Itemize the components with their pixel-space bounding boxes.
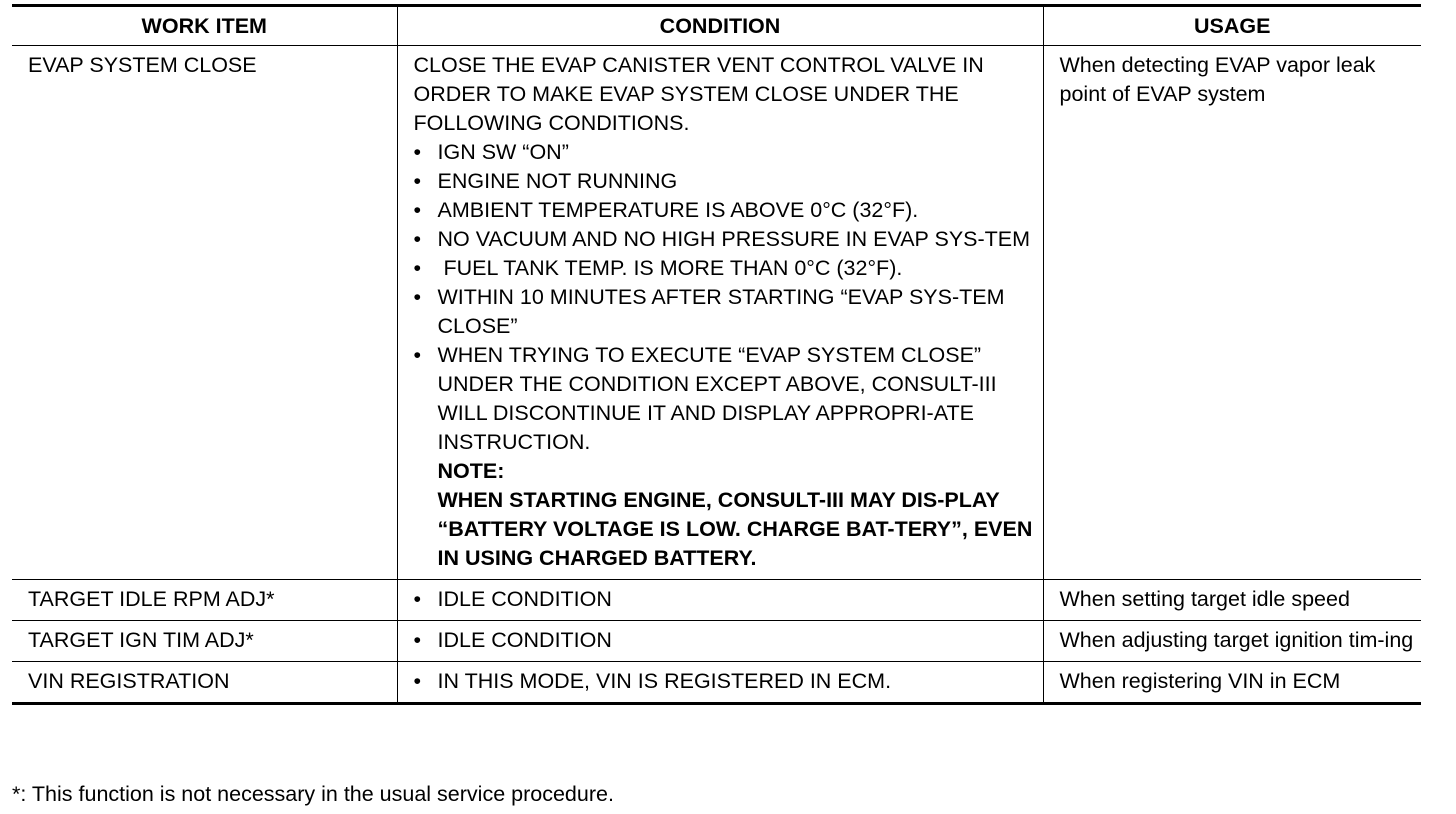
condition-cell	[397, 580, 1043, 621]
bullet: •	[413, 285, 422, 309]
condition-intro: CLOSE THE EVAP CANISTER VENT CONTROL VALVE IN ORDER TO MAKE EVAP SYSTEM CLOSE UNDER THE FOLLOWING CONDITIONS.	[413, 53, 984, 135]
condition-list	[414, 626, 1039, 655]
header-condition: CONDITION	[397, 6, 1043, 46]
condition-text: AMBIENT TEMPERATURE IS ABOVE 0°C (32°F).	[437, 198, 919, 222]
note-title: NOTE:	[437, 459, 505, 483]
list-item	[414, 254, 1039, 283]
work-item-cell: EVAP SYSTEM CLOSE	[12, 46, 397, 580]
header-row	[12, 6, 1421, 46]
list-item	[414, 585, 1039, 614]
work-item-cell: TARGET IGN TIM ADJ*	[12, 621, 397, 662]
table-row	[12, 662, 1421, 704]
footnote: *: This function is not necessary in the usual service procedure.	[12, 782, 614, 806]
work-item-cell: TARGET IDLE RPM ADJ*	[12, 580, 397, 621]
condition-text: IDLE CONDITION	[437, 587, 612, 611]
condition-cell	[397, 621, 1043, 662]
condition-text: IGN SW “ON”	[437, 140, 569, 164]
bullet: •	[413, 227, 422, 251]
bullet: •	[413, 140, 422, 164]
note-text: WHEN STARTING ENGINE, CONSULT-III MAY DIS-PLAY “BATTERY VOLTAGE IS LOW. CHARGE BAT-TERY”, EVEN IN USING CHARGED BATTERY.	[437, 488, 1033, 570]
usage-cell: When detecting EVAP vapor leak point of EVAP system	[1043, 46, 1421, 580]
bullet: •	[413, 587, 422, 611]
condition-text: WHEN TRYING TO EXECUTE “EVAP SYSTEM CLOSE” UNDER THE CONDITION EXCEPT ABOVE, CONSULT-III WILL DISCONTINUE IT AND DISPLAY APPROPRI-ATE INSTRUCTION.	[437, 343, 997, 454]
condition-list	[414, 138, 1039, 573]
usage-cell: When adjusting target ignition tim-ing	[1043, 621, 1421, 662]
bullet: •	[413, 256, 422, 280]
table-row	[12, 46, 1421, 580]
condition-text: IN THIS MODE, VIN IS REGISTERED IN ECM.	[437, 669, 892, 693]
table-row	[12, 580, 1421, 621]
condition-cell	[397, 662, 1043, 704]
list-item	[414, 225, 1039, 254]
bullet: •	[413, 169, 422, 193]
list-item	[414, 196, 1039, 225]
list-item	[414, 283, 1039, 341]
condition-text: WITHIN 10 MINUTES AFTER STARTING “EVAP SYS-TEM CLOSE”	[437, 285, 1005, 338]
condition-cell	[397, 46, 1043, 580]
list-item	[414, 138, 1039, 167]
condition-list	[414, 667, 1039, 696]
bullet: •	[413, 343, 422, 367]
work-support-table	[12, 4, 1421, 705]
usage-cell: When setting target idle speed	[1043, 580, 1421, 621]
header-usage: USAGE	[1043, 6, 1421, 46]
table-row	[12, 621, 1421, 662]
list-item	[414, 626, 1039, 655]
usage-cell: When registering VIN in ECM	[1043, 662, 1421, 704]
work-item-cell: VIN REGISTRATION	[28, 669, 230, 693]
list-item	[414, 667, 1039, 696]
list-item	[414, 167, 1039, 196]
condition-list	[414, 585, 1039, 614]
condition-text: FUEL TANK TEMP. IS MORE THAN 0°C (32°F).	[437, 256, 903, 280]
bullet: •	[413, 198, 422, 222]
header-work-item: WORK ITEM	[12, 6, 397, 46]
condition-text: IDLE CONDITION	[437, 628, 612, 652]
bullet: •	[413, 669, 422, 693]
bullet: •	[413, 628, 422, 652]
condition-text: NO VACUUM AND NO HIGH PRESSURE IN EVAP SYS-TEM	[437, 227, 1031, 251]
condition-text: ENGINE NOT RUNNING	[437, 169, 678, 193]
list-item	[414, 341, 1039, 573]
